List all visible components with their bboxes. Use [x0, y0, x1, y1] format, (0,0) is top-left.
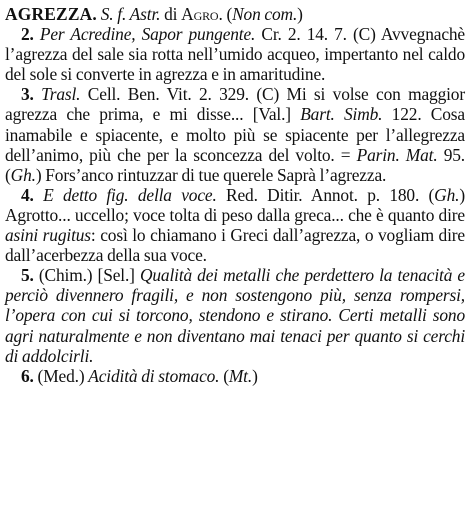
sense-definition: Acidità di stomaco. — [88, 365, 220, 386]
sense-number: 5. — [21, 265, 34, 286]
entry-heading-paragraph: AGREZZA. S. f. Astr. di Agro. (Non com.) — [5, 4, 303, 24]
sense-6: 6. (Med.) Acidità di stomaco. (Mt.) — [21, 365, 258, 386]
domain-label: (Chim.) [Sel.] — [33, 265, 140, 286]
headword: AGREZZA. — [5, 4, 97, 24]
sense-2 — [5, 24, 465, 84]
grammar-label: S. f. Astr. — [100, 4, 161, 24]
sense-definition: Trasl. — [33, 84, 81, 105]
cross-reference: Agro — [181, 4, 219, 24]
domain-label: (Med.) — [33, 365, 89, 386]
sense-citation: Cr. 2. 14. 7. (C) Avvegnachè l’agrezza del sale sia rotta nell’umido acqueo, impertanto nel caldo del sole si converte in agrezza e in amaritudine. — [5, 24, 466, 85]
sense-5 — [5, 265, 465, 365]
sense-number: 6. — [21, 365, 34, 386]
sense-number: 2. — [21, 24, 34, 45]
sense-citation: Mt. — [228, 365, 253, 386]
sense-3: 3. Trasl. Cell. Ben. Vit. 2. 329. (C) Mi si volse con maggior agrezza che prima, e mi disse... [Val.] Bart. Simb. 122. Cosa inamabile e spiacente, e molto più se spiacente per l’allegrezza dell’animo, più che per la sconcezza del volto. = Parin. Mat. 95. (Gh.) Fors’anco rintuzzar di tue querele Saprà l’agrezza. — [5, 84, 465, 185]
sense-number: 3. — [21, 84, 34, 105]
sense-citation: Red. Ditir. Annot. — [216, 184, 358, 205]
sense-definition: Per Acredine, Sapor pungente. — [33, 24, 256, 45]
usage-note: Non com. — [232, 4, 298, 24]
sense-definition: Qualità dei metalli che perdettero la tenacità e perciò divennero fragili, e non sostengono più, senza rompersi, l’opera con cui si torcono, stendono e stirano. Certi metalli sono agri naturalmente e non diventano mai tenaci per quanto si cerchi di addolcirli. — [5, 265, 465, 366]
sense-definition: E detto fig. della voce. — [33, 184, 217, 205]
sense-number: 4. — [21, 184, 34, 205]
sense-citation: Cell. Ben. Vit. 2. 329. (C) Mi si volse con maggior agrezza che prima, e mi disse... [Val.] — [5, 84, 465, 125]
sense-4: 4. E detto fig. della voce. Red. Ditir. Annot. p. 180. (Gh.) Agrotto... uccello; voce tolta di peso dalla greca... che è quanto dire asini rugitus: così lo chiamano i Greci dall’agrezza, o vogliam dire dall’acerbezza della sua voce. — [5, 184, 465, 266]
